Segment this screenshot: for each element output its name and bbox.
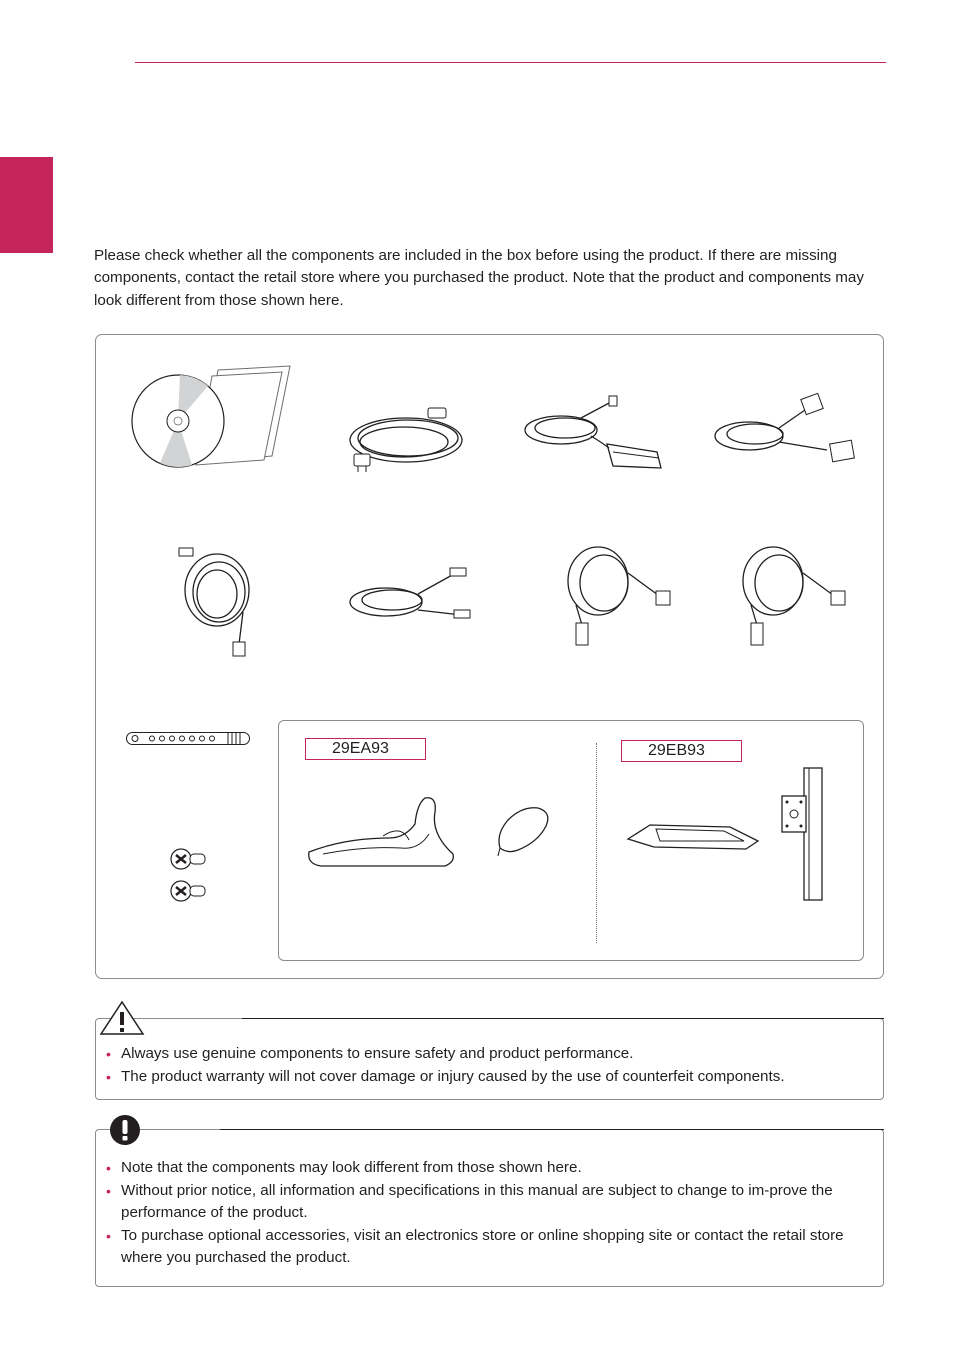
- model-label-right: 29EB93: [621, 740, 742, 762]
- usb-cable-icon: [558, 545, 678, 649]
- header-rule: [135, 62, 886, 63]
- list-item: • The product warranty will not cover damage or injury caused by the use of counterfeit components.: [106, 1067, 785, 1085]
- cd-manual-icon: [130, 364, 292, 472]
- list-item: • To purchase optional accessories, visit an electronics store or online shopping site or contact the retail store where you purchased the product.: [106, 1226, 844, 1266]
- model-divider: [596, 743, 597, 943]
- list-item: • Note that the components may look different from those shown here.: [106, 1159, 582, 1176]
- model-label-left: 29EA93: [305, 738, 426, 760]
- stand-base-icon: [305, 794, 457, 872]
- screw-icon: [170, 879, 208, 903]
- cable-holder-icon: [126, 732, 252, 746]
- dual-link-dvi-cable-icon: [709, 394, 859, 468]
- displayport-cable-icon: [177, 548, 257, 658]
- caution-header-rule: [242, 1018, 884, 1019]
- note-header-rule: [220, 1129, 884, 1130]
- usb-cable-icon: [733, 545, 853, 649]
- stand-base-flat-icon: [626, 823, 760, 853]
- audio-cable-icon: [346, 566, 474, 628]
- intro-paragraph: Please check whether all the components are included in the box before using the product. If there are missing components, contact the retail store where you purchased the product. Note that the product and components may look different from those shown here.: [94, 247, 864, 309]
- language-side-tab: [0, 157, 53, 253]
- screw-icon: [170, 847, 208, 871]
- list-item: • Always use genuine components to ensure safety and product performance.: [106, 1045, 634, 1062]
- stand-body-icon: [778, 766, 828, 902]
- ac-dc-adapter-icon: [521, 396, 665, 476]
- list-item: • Without prior notice, all information and specifications in this manual are subject to change to im-prove the performance of the product.: [106, 1181, 833, 1221]
- note-notice: [95, 1129, 884, 1287]
- caution-notice: [95, 1018, 884, 1100]
- power-cord-icon: [346, 402, 472, 472]
- exclamation-circle-icon: [109, 1114, 141, 1151]
- caution-triangle-icon: [99, 1000, 145, 1041]
- stand-body-cover-icon: [494, 804, 552, 858]
